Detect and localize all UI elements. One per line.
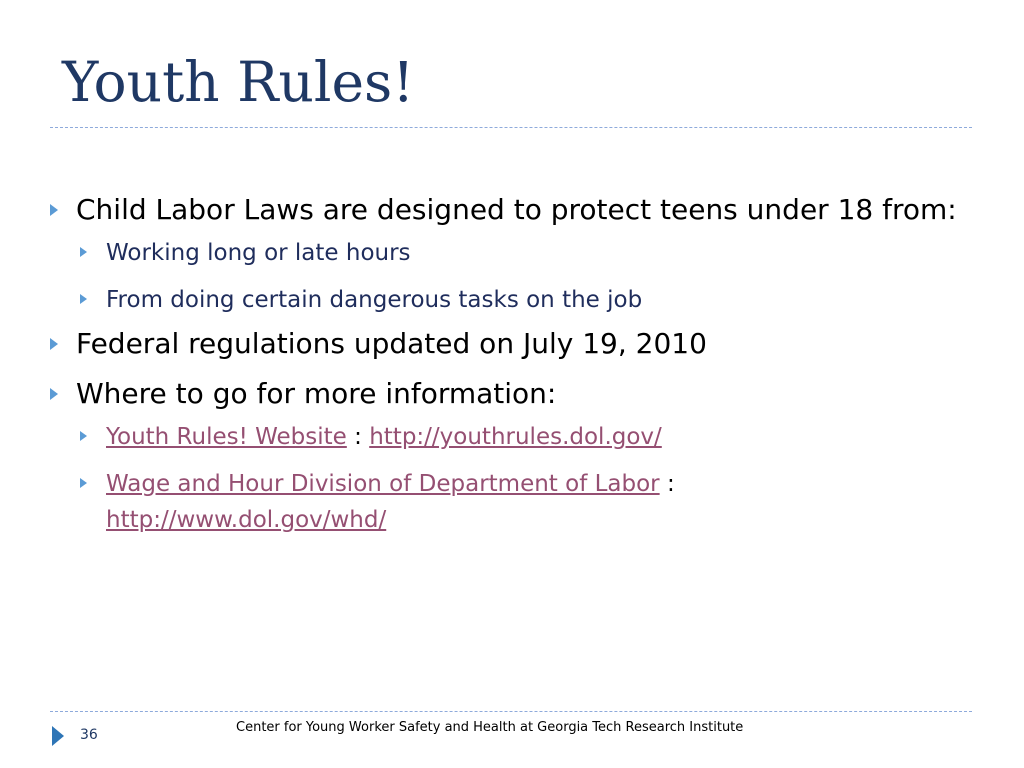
link-separator: : bbox=[659, 471, 675, 497]
sub-bullet-whd-link bbox=[44, 466, 964, 538]
bullet-text: Federal regulations updated on July 19, 2010 bbox=[76, 327, 707, 360]
sub-bullet-youth-rules-link bbox=[44, 419, 964, 455]
bullet-federal-regulations bbox=[44, 324, 964, 364]
sub-bullet-text: From doing certain dangerous tasks on the job bbox=[106, 287, 643, 313]
slide-content bbox=[44, 190, 964, 549]
bullet-triangle-icon bbox=[80, 294, 87, 304]
title-divider bbox=[50, 127, 972, 128]
link-separator: : bbox=[346, 424, 370, 450]
bullet-more-information bbox=[44, 374, 964, 414]
page-number: 36 bbox=[80, 727, 98, 743]
bullet-child-labor-laws bbox=[44, 190, 964, 230]
youth-rules-website-link[interactable]: Youth Rules! Website bbox=[106, 424, 347, 450]
footer-text: Center for Young Worker Safety and Health at Georgia Tech Research Institute bbox=[236, 720, 744, 735]
bullet-text: Where to go for more information: bbox=[76, 377, 557, 410]
bullet-triangle-icon bbox=[50, 338, 58, 350]
bullet-triangle-icon bbox=[80, 431, 87, 441]
footer-divider bbox=[50, 711, 972, 712]
sub-bullet-dangerous-tasks bbox=[44, 282, 964, 318]
bullet-triangle-icon bbox=[50, 388, 58, 400]
wage-hour-division-link[interactable]: Wage and Hour Division of Department of Labor bbox=[106, 471, 660, 497]
bullet-triangle-icon bbox=[80, 478, 87, 488]
bullet-triangle-icon bbox=[50, 204, 58, 216]
bullet-triangle-icon bbox=[80, 247, 87, 257]
slide-title: Youth Rules! bbox=[62, 50, 415, 114]
footer-triangle-icon bbox=[52, 726, 64, 746]
whd-url-link[interactable]: http://www.dol.gov/whd/ bbox=[106, 507, 387, 533]
bullet-text: Child Labor Laws are designed to protect teens under 18 from: bbox=[76, 193, 957, 226]
sub-bullet-long-hours bbox=[44, 235, 964, 271]
sub-bullet-text: Working long or late hours bbox=[106, 240, 411, 266]
youthrules-url-link[interactable]: http://youthrules.dol.gov/ bbox=[369, 424, 662, 450]
